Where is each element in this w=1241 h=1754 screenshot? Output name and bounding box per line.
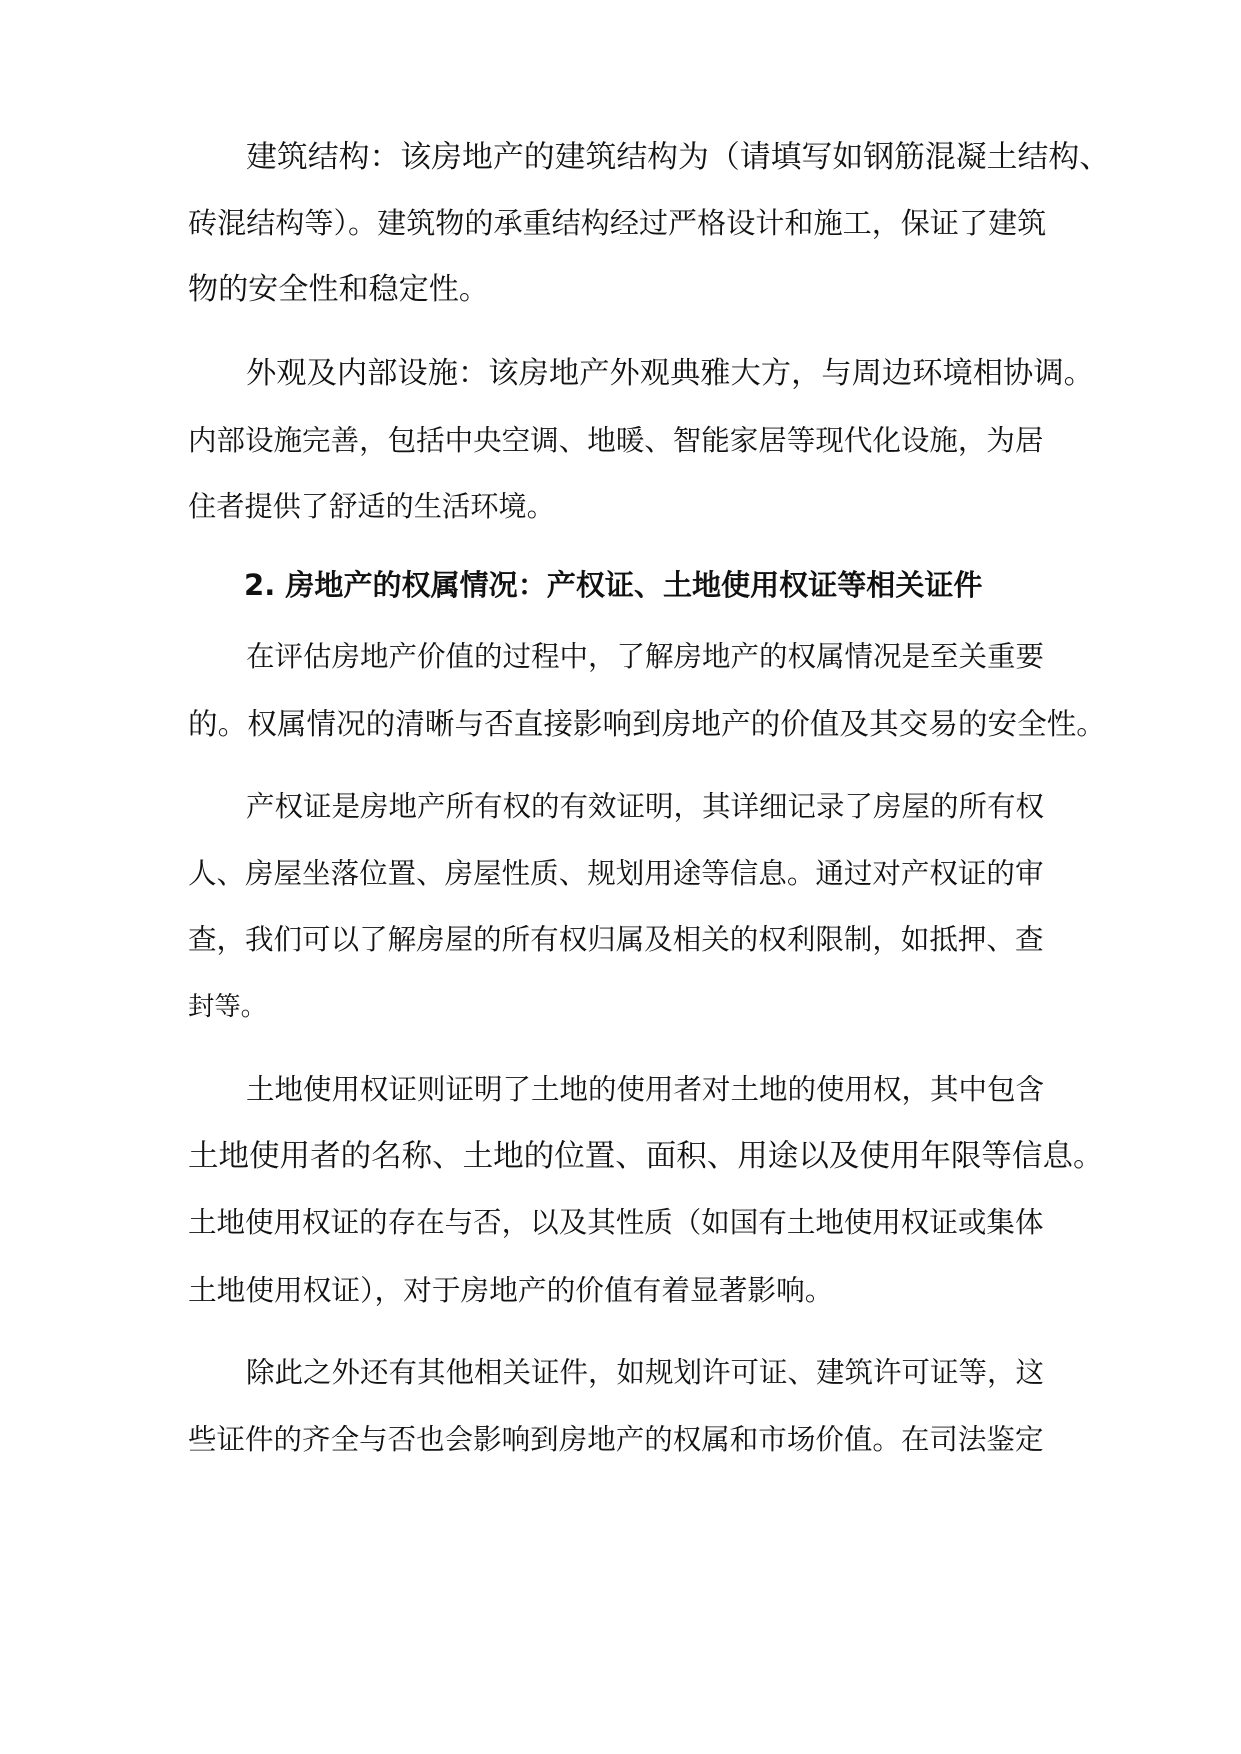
- body-text-line: 些证件的齐全与否也会影响到房地产的权属和市场价值。在司法鉴定: [188, 1423, 1044, 1456]
- body-text-line: 产权证是房地产所有权的有效证明，其详细记录了房屋的所有权: [246, 790, 1045, 823]
- body-text-line: 土地使用权证则证明了土地的使用者对土地的使用权，其中包含: [246, 1073, 1045, 1106]
- body-text-line: 封等。: [188, 992, 267, 1022]
- body-text-line: 土地使用权证），对于房地产的价值有着显著影响。: [188, 1273, 834, 1307]
- body-text-line: 住者提供了舒适的生活环境。: [188, 490, 555, 523]
- body-text-line: 砖混结构等）。建筑物的承重结构经过严格设计和施工，保证了建筑: [188, 206, 1047, 240]
- body-text-line: 物的安全性和稳定性。: [188, 272, 489, 307]
- body-text-line: 内部设施完善，包括中央空调、地暖、智能家居等现代化设施，为居: [188, 424, 1044, 457]
- body-text-line: 建筑结构：该房地产的建筑结构为（请填写如钢筋混凝土结构、: [246, 139, 1111, 175]
- body-text-line: 人、房屋坐落位置、房屋性质、规划用途等信息。通过对产权证的审: [188, 857, 1044, 890]
- body-text-line: 的。权属情况的清晰与否直接影响到房地产的价值及其交易的安全性。: [188, 707, 1106, 741]
- body-text-line: 土地使用者的名称、土地的位置、面积、用途以及使用年限等信息。: [188, 1139, 1104, 1174]
- body-text-line: 除此之外还有其他相关证件，如规划许可证、建筑许可证等，这: [246, 1356, 1045, 1389]
- body-text-line: 外观及内部设施：该房地产外观典雅大方，与周边环境相协调。: [246, 356, 1094, 391]
- body-text-line: 土地使用权证的存在与否，以及其性质（如国有土地使用权证或集体: [188, 1206, 1044, 1239]
- body-text-line: 查，我们可以了解房屋的所有权归属及相关的权利限制，如抵押、查: [188, 923, 1044, 956]
- body-text-line: 在评估房地产价值的过程中，了解房地产的权属情况是至关重要: [246, 640, 1045, 673]
- section-heading: 2. 房地产的权属情况：产权证、土地使用权证等相关证件: [244, 568, 983, 602]
